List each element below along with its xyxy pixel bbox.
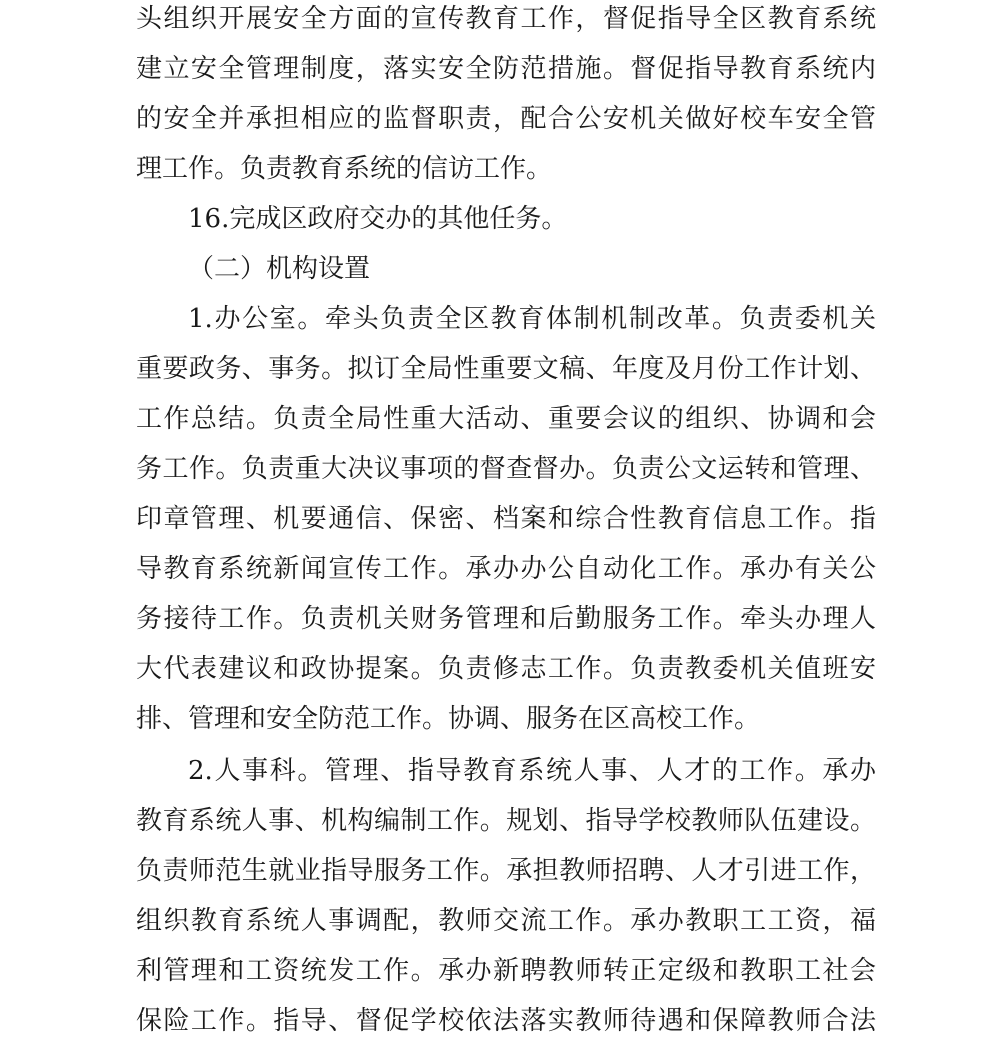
text-line: 务工作。负责重大决议事项的督查督办。负责公文运转和管理、 <box>136 454 876 484</box>
text-line: 重要政务、事务。拟订全局性重要文稿、年度及月份工作计划、 <box>136 354 876 384</box>
list-item-heading: 16.完成区政府交办的其他任务。 <box>188 204 568 234</box>
text-line: 大代表建议和政协提案。负责修志工作。负责教委机关值班安 <box>136 654 876 684</box>
text-line: 的安全并承担相应的监督职责，配合公安机关做好校车安全管 <box>136 104 876 134</box>
text-line: 利管理和工资统发工作。承办新聘教师转正定级和教职工社会 <box>136 956 876 986</box>
text-line: 保险工作。指导、督促学校依法落实教师待遇和保障教师合法 <box>136 1006 876 1036</box>
text-line: 务接待工作。负责机关财务管理和后勤服务工作。牵头办理人 <box>136 604 876 634</box>
text-line: 导教育系统新闻宣传工作。承办办公自动化工作。承办有关公 <box>136 554 876 584</box>
text-line: 排、管理和安全防范工作。协调、服务在区高校工作。 <box>136 704 761 734</box>
text-line: 组织教育系统人事调配，教师交流工作。承办教职工工资，福 <box>136 906 876 936</box>
section-heading: （二）机构设置 <box>188 254 371 284</box>
text-line: 印章管理、机要通信、保密、档案和综合性教育信息工作。指 <box>136 504 876 534</box>
paragraph-start: 1.办公室。牵头负责全区教育体制机制改革。负责委机关 <box>188 304 876 334</box>
text-line: 教育系统人事、机构编制工作。规划、指导学校教师队伍建设。 <box>136 806 876 836</box>
text-line: 建立安全管理制度，落实安全防范措施。督促指导教育系统内 <box>136 54 876 84</box>
text-line: 理工作。负责教育系统的信访工作。 <box>136 154 553 184</box>
text-line: 工作总结。负责全局性重大活动、重要会议的组织、协调和会 <box>136 404 876 434</box>
text-line: 头组织开展安全方面的宣传教育工作，督促指导全区教育系统 <box>136 4 876 34</box>
text-line: 负责师范生就业指导服务工作。承担教师招聘、人才引进工作， <box>136 856 876 886</box>
paragraph-start: 2.人事科。管理、指导教育系统人事、人才的工作。承办 <box>188 756 876 786</box>
